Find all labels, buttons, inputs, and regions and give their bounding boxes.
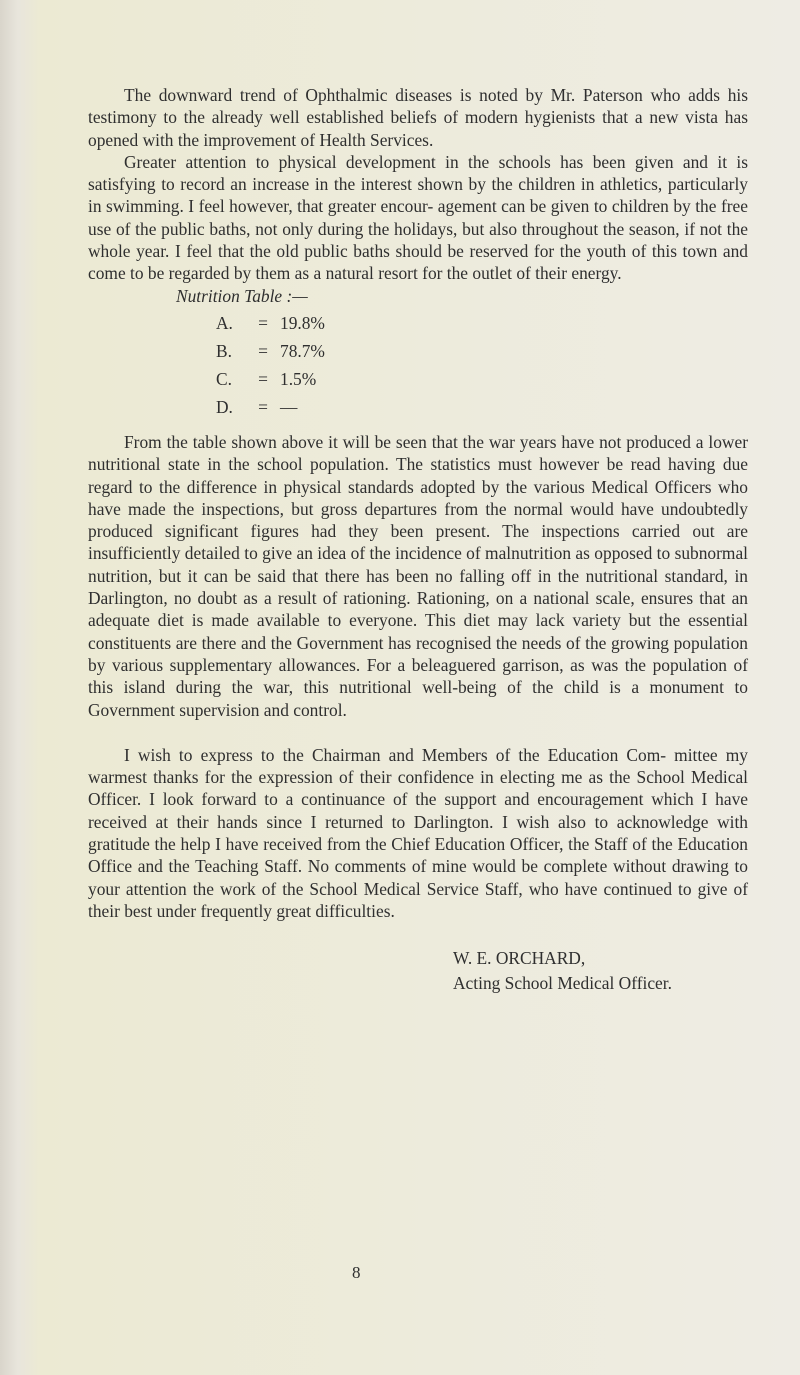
paragraph-war-years: From the table shown above it will be seen that the war years have not produced a lower nutritional state in the school population. The statistics must however be read having due regard to the difference in physical standards adopted by the various Medical Officers who have made the inspections, but gross departures from the normal would have undoubtedly produced significant figures had they been present. The inspections carried out are insufficiently detailed to give an idea of the incidence of malnutrition as opposed to subnormal nutrition, but it can be said that there has been no falling off in the nutritional standard, in Darlington, no doubt as a result of rationing. Rationing, on a national scale, ensures that an adequate diet is made available to everyone. This diet may lack variety but the essential constituents are there and the Government has recognised the needs of the growing population by various supplementary allowances. For a beleaguered garrison, as was the population of this island during the war, this nutritional well-being of the child is a monument to Government supervision and control. — [88, 431, 748, 720]
row-letter: D. — [216, 396, 233, 417]
paragraph-ophthalmic: The downward trend of Ophthalmic diseases is noted by Mr. Paterson who adds his testimony to the already well established beliefs of modern hygienists that a new vista has opened with the improvement of Health Services. — [88, 85, 748, 150]
table-row — [216, 337, 360, 365]
table-row — [216, 309, 360, 337]
page-number: 8 — [352, 1263, 361, 1282]
table-row — [216, 365, 360, 393]
paragraph-physical-development: Greater attention to physical development in the schools has been given and it is satisfying to record an increase in the interest shown by the children in athletics, particularly in swimming. I feel however, that greater encour- agement can be given to children by the free use of the public baths, not only during the holidays, but also throughout the season, if not the whole year. I feel that the old public baths should be reserved for the youth of this town and come to be regarded by them as a natural resort for the outlet of their energy. — [88, 151, 748, 284]
row-equals: = — [258, 368, 268, 389]
row-value: — — [280, 396, 298, 417]
signature-title: Acting School Medical Officer. — [453, 973, 672, 994]
signature-block — [88, 946, 748, 996]
row-value: 78.7% — [280, 340, 325, 361]
nutrition-table — [216, 309, 360, 421]
row-value: 1.5% — [280, 368, 317, 389]
row-letter: B. — [216, 340, 232, 361]
row-letter: A. — [216, 312, 233, 333]
body-text — [88, 84, 748, 996]
row-letter: C. — [216, 368, 232, 389]
paragraph-thanks: I wish to express to the Chairman and Members of the Education Com- mittee my warmest thanks for the expression of their confidence in electing me as the School Medical Officer. I look forward to a continuance of the support and encouragement which I have received at their hands since I returned to Darlington. I wish also to acknowledge with gratitude the help I have received from the Chief Education Officer, the Staff of the Education Office and the Teaching Staff. No comments of mine would be complete without drawing to your attention the work of the School Medical Service Staff, who have continued to give of their best under frequently great difficulties. — [88, 744, 748, 921]
table-row — [216, 393, 360, 421]
nutrition-table-heading: Nutrition Table :— — [176, 285, 308, 306]
row-equals: = — [258, 312, 268, 333]
row-equals: = — [258, 396, 268, 417]
row-value: 19.8% — [280, 312, 325, 333]
nutrition-table-section — [88, 285, 748, 421]
row-equals: = — [258, 340, 268, 361]
signature-name: W. E. ORCHARD, — [453, 948, 586, 969]
